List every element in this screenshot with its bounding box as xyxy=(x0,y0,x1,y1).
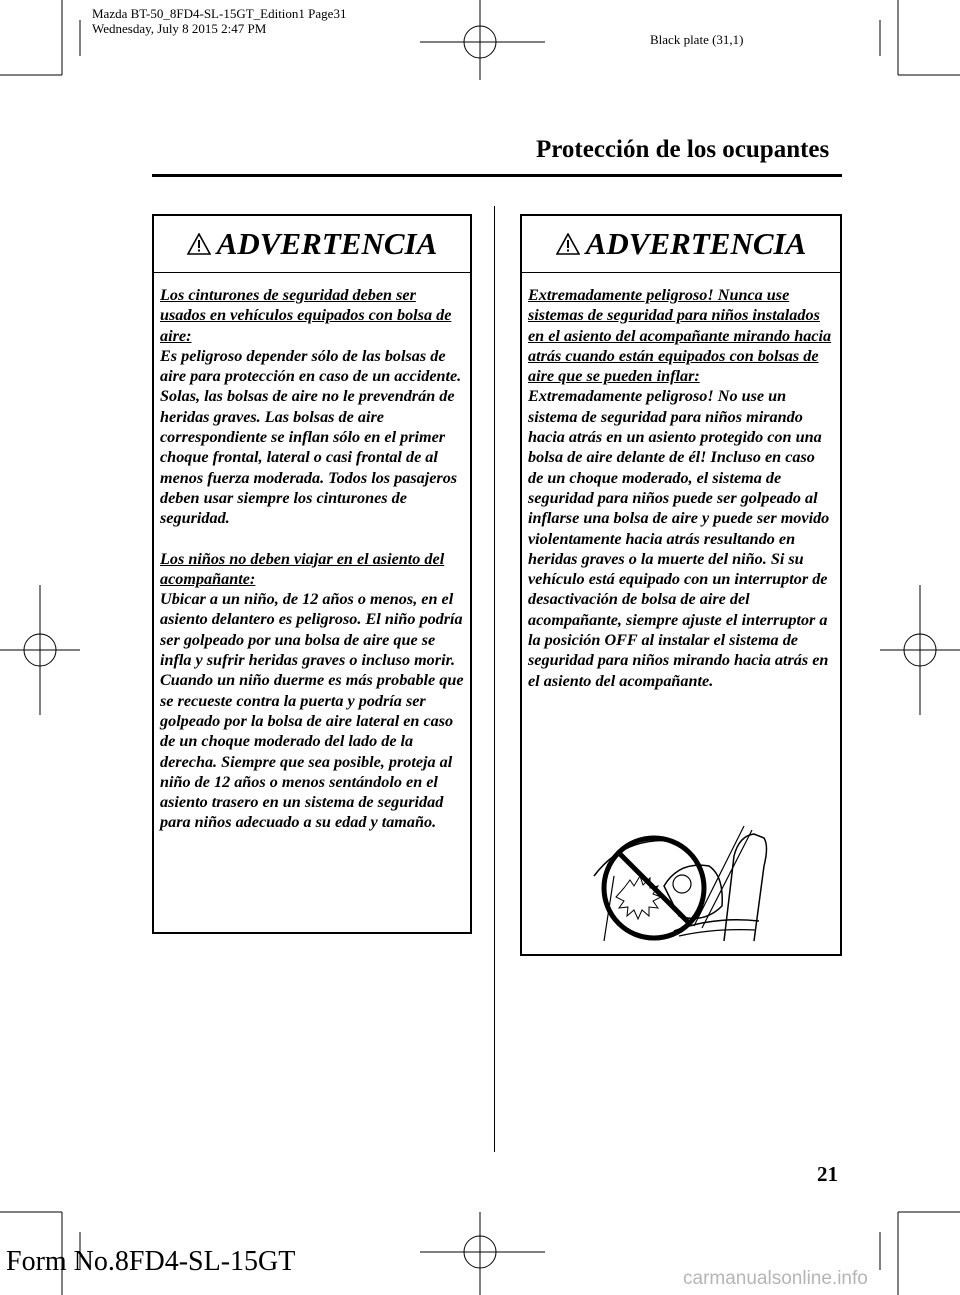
no-rear-facing-child-seat-illustration xyxy=(584,816,804,946)
print-meta xyxy=(92,6,346,36)
right-warning-header xyxy=(522,216,840,273)
section-title: Protección de los ocupantes xyxy=(536,136,830,163)
watermark: carmanualsonline.info xyxy=(683,1268,868,1289)
form-number: Form No.8FD4-SL-15GT xyxy=(6,1246,296,1277)
left-warning-text-2: Ubicar a un niño, de 12 años o menos, en el asiento delantero es peligroso. El niño podría ser golpeado por una bolsa de aire que se infla y sufrir heridas graves o incluso morir. Cuando un niño duerme es más probable que se recueste contra la puerta y podría ser golpeado por la bolsa de aire lateral en caso de un choque moderado del lado de la derecha. Siempre que sea posible, proteja al niño de 12 años o menos sentándolo en el asiento trasero en un sistema de seguridad para niños adecuado a su edad y tamaño. xyxy=(160,590,464,832)
right-warning-body xyxy=(522,273,840,691)
right-warning-text-1: Extremadamente peligroso! No use un sistema de seguridad para niños mirando hacia atrás en un asiento protegido con una bolsa de aire delante de él! Incluso en caso de un choque moderado, el sistema de seguridad para niños puede ser golpeado al inflarse una bolsa de aire y puede ser movido violentamente hacia atrás resultando en heridas graves o la muerte del niño. Si su vehículo está equipado con un interruptor de desactivación de bolsa de aire del acompañante, siempre ajuste el interruptor a la posición OFF al instalar el sistema de seguridad para niños mirando hacia atrás en el asiento del acompañante. xyxy=(528,387,830,690)
left-warning-text-1: Es peligroso depender sólo de las bolsas de aire para protección en caso de un accidente. Solas, las bolsas de aire no le prevendrán de heridas graves. Las bolsas de aire correspondiente se inflan sólo en el primer choque frontal, lateral o casi frontal de al menos fuerza moderada. Todos los pasajeros deben usar siempre los cinturones de seguridad. xyxy=(160,346,462,528)
warning-triangle-icon xyxy=(556,233,580,255)
plate-label: Black plate (31,1) xyxy=(650,32,744,47)
print-meta-line2: Wednesday, July 8 2015 2:47 PM xyxy=(92,21,267,36)
left-warning-header xyxy=(154,216,470,273)
column-divider xyxy=(494,206,495,1152)
left-warning-heading-2: Los niños no deben viajar en el asiento del acompañante: xyxy=(160,549,445,588)
left-warning-heading-1: Los cinturones de seguridad deben ser usados en vehículos equipados con bolsa de aire: xyxy=(160,286,452,345)
warning-triangle-icon xyxy=(187,233,211,255)
title-rule xyxy=(152,174,842,177)
right-warning-box xyxy=(520,214,842,956)
right-warning-title: ADVERTENCIA xyxy=(585,226,807,261)
print-meta-line1: Mazda BT-50_8FD4-SL-15GT_Edition1 Page31 xyxy=(92,6,347,21)
left-warning-box xyxy=(152,214,472,934)
left-warning-title: ADVERTENCIA xyxy=(216,226,438,261)
page-number: 21 xyxy=(817,1162,838,1186)
right-warning-heading-1: Extremadamente peligroso! Nunca use sistemas de seguridad para niños instalados en el asiento del acompañante mirando hacia atrás cuando están equipados con bolsas de aire que se pueden inflar: xyxy=(528,286,832,386)
left-warning-body xyxy=(154,273,470,833)
